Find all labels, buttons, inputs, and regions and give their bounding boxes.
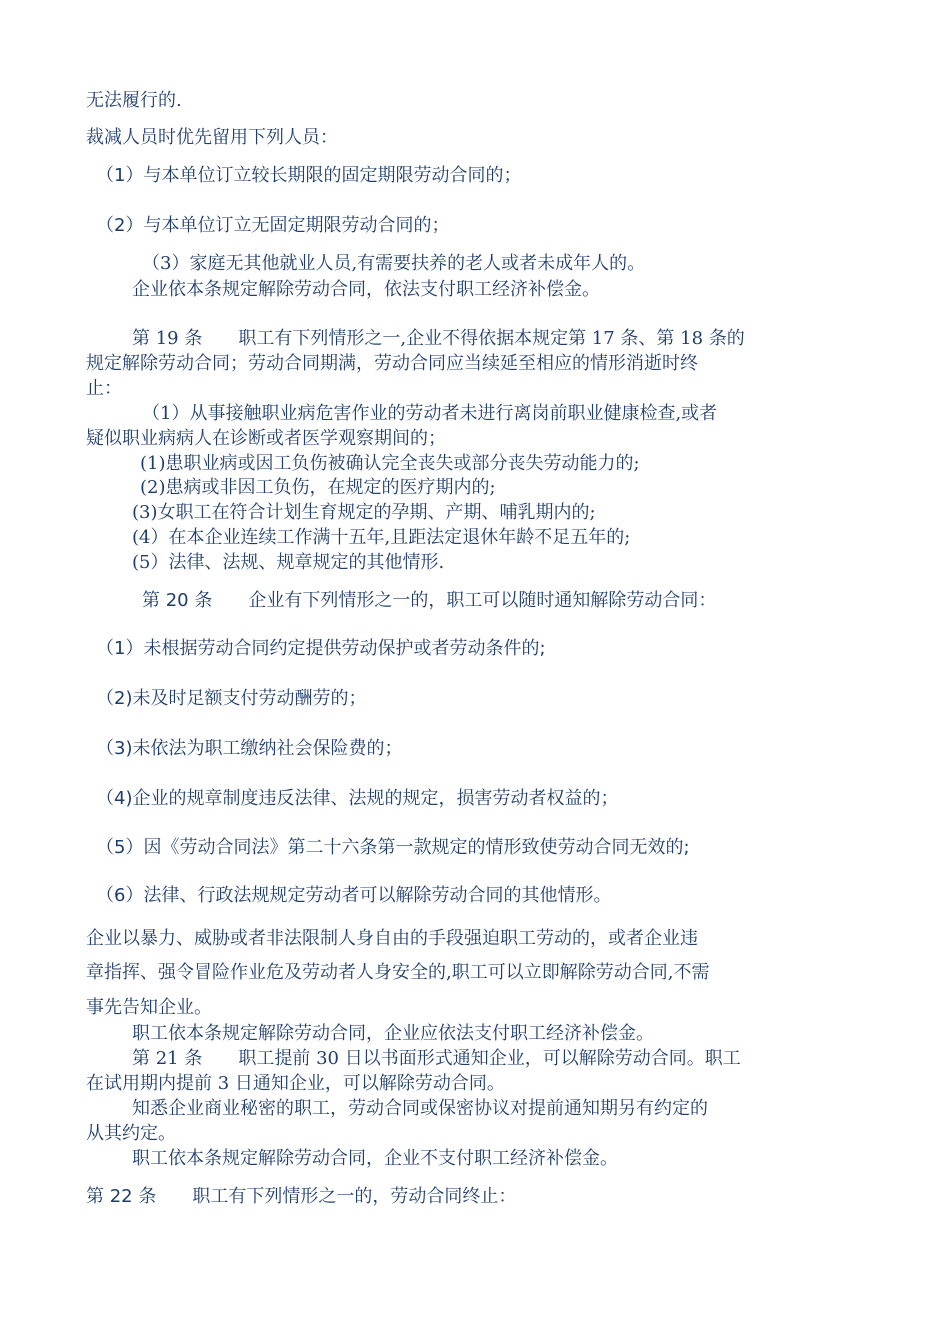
list-item: （6）法律、行政法规规定劳动者可以解除劳动合同的其他情形。: [96, 885, 612, 906]
list-item: (4）在本企业连续工作满十五年,且距法定退休年龄不足五年的;: [132, 527, 631, 548]
text-line: 知悉企业商业秘密的职工，劳动合同或保密协议对提前通知期另有约定的: [132, 1098, 708, 1119]
list-item: （3)未依法为职工缴纳社会保险费的；: [96, 738, 403, 759]
article-heading-20: 第 20 条 企业有下列情形之一的，职工可以随时通知解除劳动合同：: [142, 590, 717, 611]
text-line: 事先告知企业。: [86, 997, 212, 1018]
text-line: 疑似职业病病人在诊断或者医学观察期间的；: [86, 428, 446, 449]
text-line: 职工依本条规定解除劳动合同，企业应依法支付职工经济补偿金。: [132, 1023, 654, 1044]
text-line: 企业依本条规定解除劳动合同，依法支付职工经济补偿金。: [132, 279, 600, 300]
list-item: (3)女职工在符合计划生育规定的孕期、产期、哺乳期内的;: [132, 502, 596, 523]
article-heading-22: 第 22 条 职工有下列情形之一的，劳动合同终止：: [86, 1186, 517, 1207]
text-line: 从其约定。: [86, 1123, 176, 1144]
list-item: (5）法律、法规、规章规定的其他情形.: [132, 552, 445, 573]
list-item: （2)未及时足额支付劳动酬劳的；: [96, 688, 367, 709]
text-line: 在试用期内提前 3 日通知企业，可以解除劳动合同。: [86, 1073, 505, 1094]
list-item: （5）因《劳动合同法》第二十六条第一款规定的情形致使劳动合同无效的;: [96, 837, 690, 858]
text-line: 裁减人员时优先留用下列人员：: [86, 127, 338, 148]
list-item: （1）未根据劳动合同约定提供劳动保护或者劳动条件的;: [96, 638, 546, 659]
list-item: （1）从事接触职业病危害作业的劳动者未进行离岗前职业健康检查,或者: [142, 403, 718, 424]
list-item: （4)企业的规章制度违反法律、法规的规定，损害劳动者权益的；: [96, 788, 619, 809]
list-item: (1)患职业病或因工负伤被确认完全丧失或部分丧失劳动能力的;: [140, 453, 640, 474]
text-line: 止：: [86, 378, 122, 399]
article-heading-21: 第 21 条 职工提前 30 日以书面形式通知企业，可以解除劳动合同。职工: [132, 1048, 741, 1069]
text-line: 无法履行的.: [86, 90, 182, 111]
text-line: 职工依本条规定解除劳动合同，企业不支付职工经济补偿金。: [132, 1148, 618, 1169]
list-item: （1）与本单位订立较长期限的固定期限劳动合同的；: [96, 165, 522, 186]
list-item: (2)患病或非因工负伤，在规定的医疗期内的;: [140, 477, 496, 498]
list-item: （2）与本单位订立无固定期限劳动合同的；: [96, 215, 450, 236]
list-item: （3）家庭无其他就业人员,有需要扶养的老人或者未成年人的。: [142, 253, 646, 274]
text-line: 章指挥、强令冒险作业危及劳动者人身安全的,职工可以立即解除劳动合同,不需: [86, 962, 710, 983]
text-line: 规定解除劳动合同；劳动合同期满，劳动合同应当续延至相应的情形消逝时终: [86, 353, 698, 374]
article-heading-19: 第 19 条 职工有下列情形之一,企业不得依据本规定第 17 条、第 18 条的: [132, 328, 745, 349]
text-line: 企业以暴力、威胁或者非法限制人身自由的手段强迫职工劳动的，或者企业违: [86, 928, 698, 949]
